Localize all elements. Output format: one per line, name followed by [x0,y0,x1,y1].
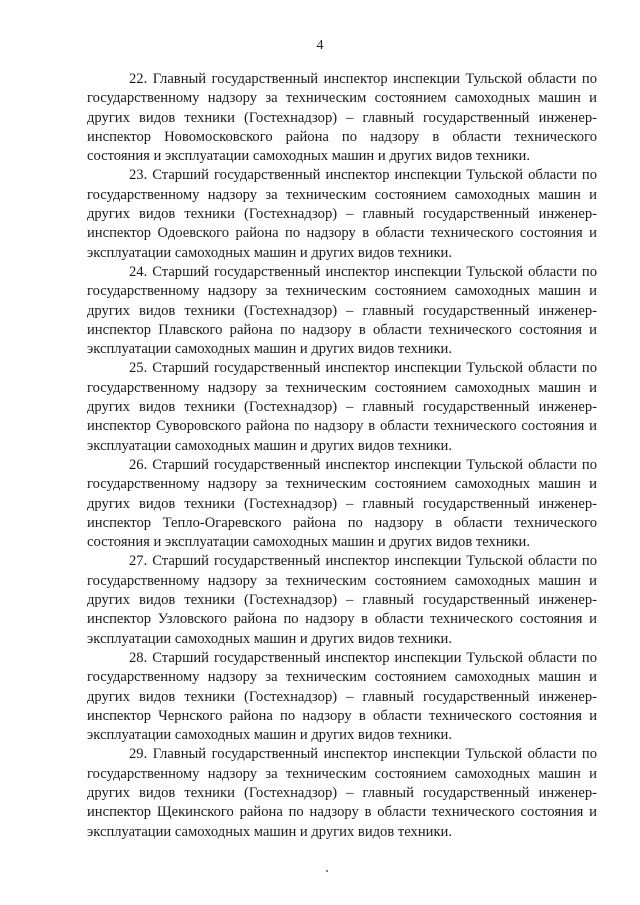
scan-speck [326,870,328,872]
list-item: 22. Главный государственный инспектор инспекции Тульской области по государственному надзору за техническим состоянием самоходных машин и других видов техники (Гостехнадзор) – главный государственный инженер-инспектор Новомосковского района по надзору в области технического состояния и эксплуатации самоходных машин и других видов техники. [87,71,597,165]
list-item: 24. Старший государственный инспектор инспекции Тульской области по государственному надзору за техническим состоянием самоходных машин и других видов техники (Гостехнадзор) – главный государственный инженер-инспектор Плавского района по надзору в области технического состояния и эксплуатации самоходных машин и других видов техники. [87,263,597,358]
list-item: 28. Старший государственный инспектор инспекции Тульской области по государственному надзору за техническим состоянием самоходных машин и других видов техники (Гостехнадзор) – главный государственный инженер-инспектор Чернского района по надзору в области технического состояния и эксплуатации самоходных машин и других видов техники. [87,649,597,744]
page-number: 4 [316,38,324,53]
list-item: 26. Старший государственный инспектор инспекции Тульской области по государственному надзору за техническим состоянием самоходных машин и других видов техники (Гостехнадзор) – главный государственный инженер-инспектор Тепло-Огаревского района по надзору в области технического состояния и эксплуатации самоходных машин и других видов техники. [87,456,597,551]
list-item: 25. Старший государственный инспектор инспекции Тульской области по государственному надзору за техническим состоянием самоходных машин и других видов техники (Гостехнадзор) – главный государственный инженер-инспектор Суворовского района по надзору в области технического состояния и эксплуатации самоходных машин и других видов техники. [87,360,597,454]
list-item: 29. Главный государственный инспектор инспекции Тульской области по государственному надзору за техническим состоянием самоходных машин и других видов техники (Гостехнадзор) – главный государственный инженер-инспектор Щекинского района по надзору в области технического состояния и эксплуатации самоходных машин и других видов техники. [87,746,597,840]
list-item: 23. Старший государственный инспектор инспекции Тульской области по государственному надзору за техническим состоянием самоходных машин и других видов техники (Гостехнадзор) – главный государственный инженер-инспектор Одоевского района по надзору в области технического состояния и эксплуатации самоходных машин и других видов техники. [87,167,597,261]
list-item: 27. Старший государственный инспектор инспекции Тульской области по государственному надзору за техническим состоянием самоходных машин и других видов техники (Гостехнадзор) – главный государственный инженер-инспектор Узловского района по надзору в области технического состояния и эксплуатации самоходных машин и других видов техники. [87,553,597,647]
document-body [87,70,597,842]
